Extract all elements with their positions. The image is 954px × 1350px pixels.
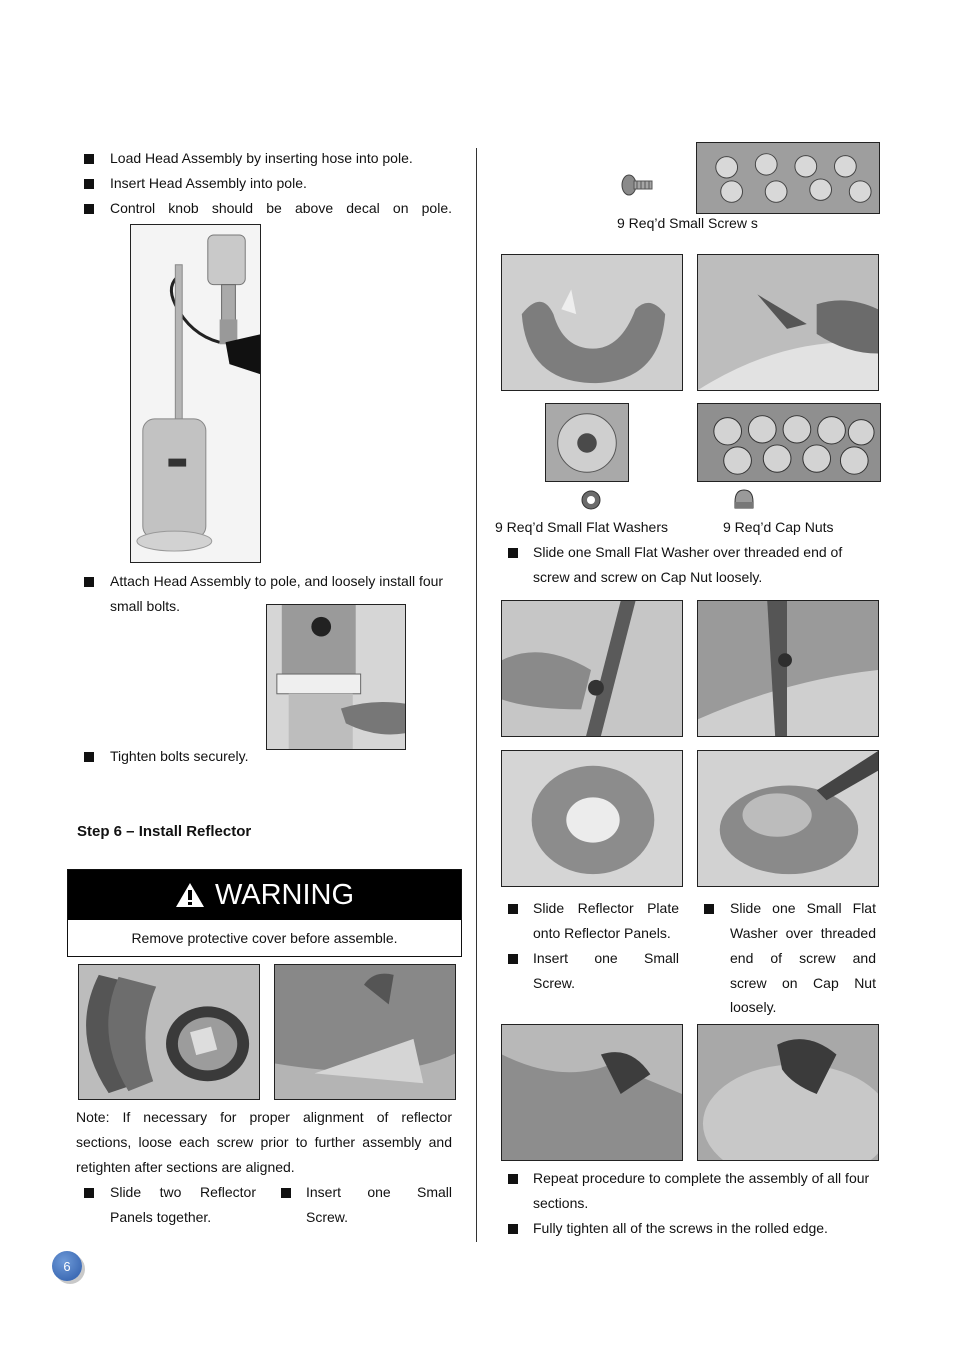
tighten-screw-photo — [697, 1024, 879, 1161]
capnuts-pack-photo — [697, 403, 881, 482]
reflector-top-photo — [501, 750, 683, 887]
reflector-plate-photo — [501, 254, 683, 391]
instruction-washer-line-5: loosely. — [730, 999, 777, 1015]
capnut-detail-photo — [697, 600, 879, 737]
instruction-washer-line-4: screw on Cap Nut — [730, 975, 876, 991]
instruction-slide-washer: Slide one Small Flat Washer over threaded end of — [533, 544, 843, 560]
instruction-insert-small-screw: Insert one Small — [533, 950, 679, 966]
page-number: 6 — [52, 1251, 82, 1281]
instruction-insert-screw: Insert one Small — [306, 1184, 452, 1200]
bullet — [508, 954, 518, 964]
instruction-slide-panels: Slide two Reflector — [110, 1184, 256, 1200]
cap-nut-icon — [731, 488, 757, 512]
flat-washer-icon — [580, 489, 602, 511]
washers-caption: 9 Req’d Small Flat Washers — [495, 519, 668, 535]
warning-title: WARNING — [214, 878, 355, 911]
instruction-insert-screw-cont: Screw. — [306, 1209, 349, 1225]
instruction-attach-head: Attach Head Assembly to pole, and loosely install four — [110, 573, 444, 589]
screws-caption: 9 Req’d Small Screw s — [617, 215, 758, 231]
panel-install-photo — [697, 254, 879, 391]
screws-pack-photo — [696, 142, 880, 214]
warning-box — [67, 869, 462, 957]
note-line-3: retighten after sections are aligned. — [76, 1159, 295, 1175]
note-line-2: sections, loose each screw prior to further assembly and — [76, 1134, 452, 1150]
note-line-1: Note: If necessary for proper alignment of reflector — [76, 1109, 452, 1125]
head-assembly-photo — [266, 604, 406, 750]
bullet — [84, 577, 94, 587]
instruction-tighten-all: Fully tighten all of the screws in the rolled edge. — [533, 1220, 828, 1236]
heater-pole-photo — [130, 224, 261, 563]
warning-triangle-icon — [175, 882, 205, 908]
column-divider — [476, 148, 477, 1242]
instruction-washer-line-1: Slide one Small Flat — [730, 900, 876, 916]
instruction-slide-panels-cont: Panels together. — [110, 1209, 212, 1225]
bullet — [508, 548, 518, 558]
panels-together-photo — [274, 964, 456, 1100]
bullet — [508, 1224, 518, 1234]
capnuts-caption: 9 Req’d Cap Nuts — [723, 519, 834, 535]
instruction-repeat: Repeat procedure to complete the assembly of all four — [533, 1170, 870, 1186]
bullet — [84, 179, 94, 189]
instruction-tighten-bolts: Tighten bolts securely. — [110, 748, 249, 764]
bullet — [84, 204, 94, 214]
bullet — [704, 904, 714, 914]
instruction-attach-head-cont: small bolts. — [110, 598, 181, 614]
rolled-edge-photo — [501, 1024, 683, 1161]
step-title: Step 6 – Install Reflector — [77, 823, 252, 840]
instruction-insert-small-screw-cont: Screw. — [533, 975, 576, 991]
instruction-control-knob: Control knob should be above decal on pole. — [110, 200, 452, 216]
bullet — [84, 1188, 94, 1198]
instruction-washer-line-3: end of screw and — [730, 950, 876, 966]
washer-install-photo — [501, 600, 683, 737]
bullet — [84, 154, 94, 164]
warning-text: Remove protective cover before assemble. — [131, 930, 398, 946]
instruction-slide-plate: Slide Reflector Plate — [533, 900, 679, 916]
reflector-plate-install-photo — [697, 750, 879, 887]
warning-header — [68, 870, 461, 920]
instruction-slide-plate-cont: onto Reflector Panels. — [533, 925, 671, 941]
washer-photo — [545, 403, 629, 482]
instruction-washer-line-2: Washer over threaded — [730, 925, 876, 941]
small-screw-icon — [620, 172, 654, 198]
instruction-insert-head: Insert Head Assembly into pole. — [110, 175, 307, 191]
instruction-slide-washer-cont: screw and screw on Cap Nut loosely. — [533, 569, 763, 585]
reflector-panels-photo — [78, 964, 260, 1100]
bullet — [508, 904, 518, 914]
bullet — [508, 1174, 518, 1184]
instruction-repeat-cont: sections. — [533, 1195, 589, 1211]
bullet — [84, 752, 94, 762]
instruction-load-head: Load Head Assembly by inserting hose into pole. — [110, 150, 413, 166]
bullet — [281, 1188, 291, 1198]
